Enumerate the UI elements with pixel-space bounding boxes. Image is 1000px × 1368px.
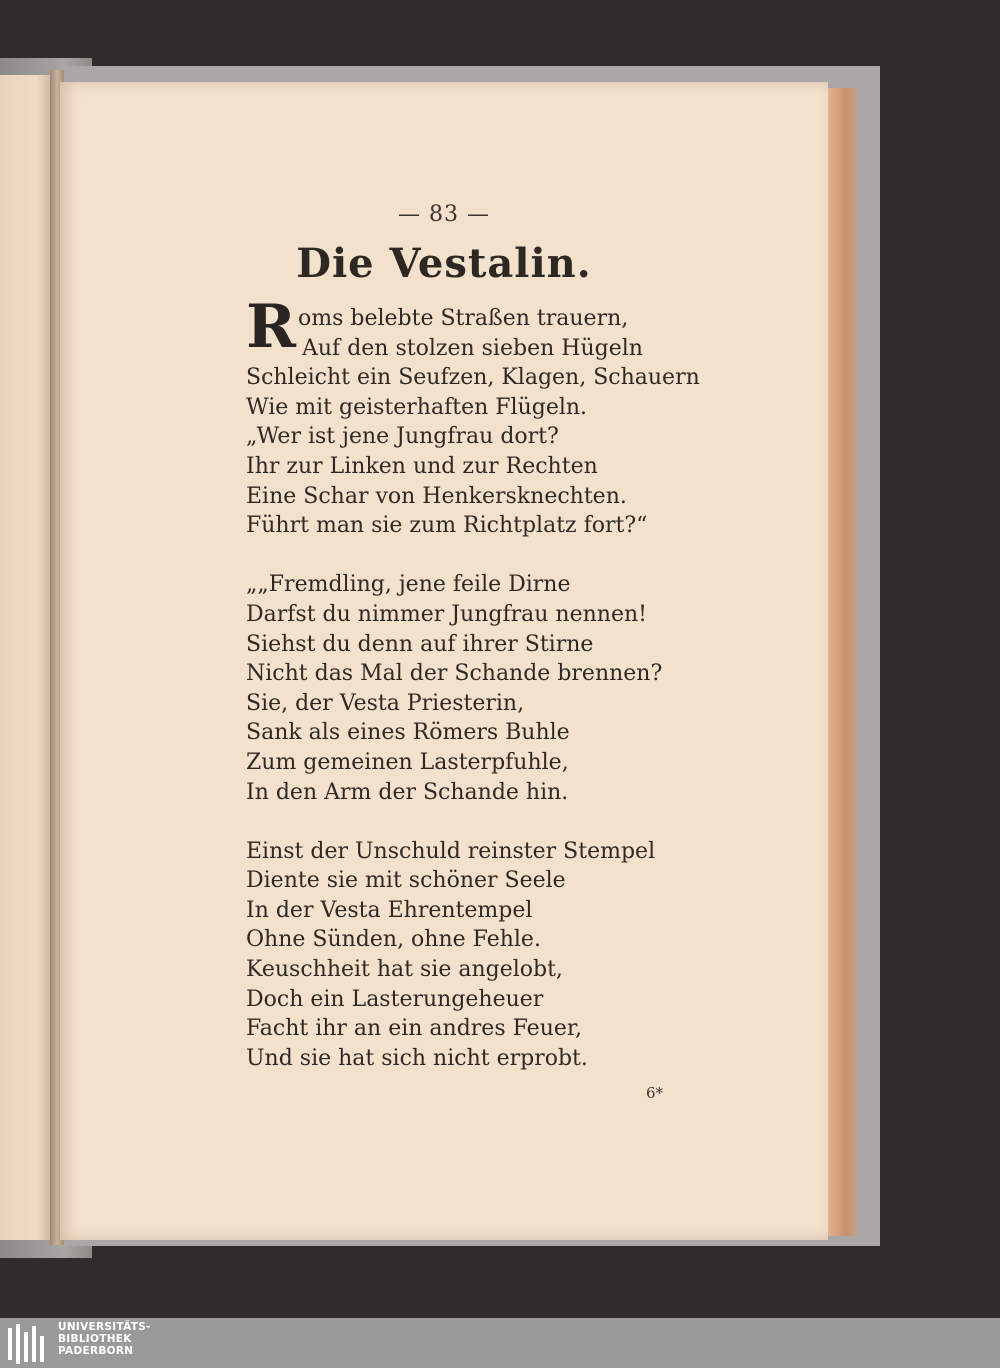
left-page — [0, 75, 52, 1240]
poem-line: Darfst du nimmer Jungfrau nennen! — [246, 601, 647, 627]
poem-line: Sank als eines Römers Buhle — [246, 720, 570, 746]
poem-line: Zum gemeinen Lasterpfuhle, — [246, 749, 569, 775]
poem-line: R oms belebte Straßen trauern, — [246, 292, 629, 362]
poem-line: Sie, der Vesta Priesterin, — [246, 690, 525, 716]
poem-line: Facht ihr an ein andres Feuer, — [246, 1016, 582, 1042]
poem-line: Keuschheit hat sie angelobt, — [246, 957, 563, 983]
stanza-3 — [246, 837, 806, 1074]
poem-line: Schleicht ein Seufzen, Klagen, Schauern — [246, 365, 700, 391]
poem-line: In der Vesta Ehrentempel — [246, 897, 533, 923]
signature-mark: 6* — [646, 1084, 664, 1102]
page-number: — 83 — — [398, 202, 490, 227]
poem-line: Führt man sie zum Richtplatz fort?“ — [246, 513, 648, 539]
stanza-1 — [246, 292, 806, 541]
book-page — [60, 82, 828, 1240]
poem-line: In den Arm der Schande hin. — [246, 779, 569, 805]
poem-line: „Wer ist jene Jungfrau dort? — [246, 424, 559, 450]
poem-line: Ohne Sünden, ohne Fehle. — [246, 927, 541, 953]
poem-line: Diente sie mit schöner Seele — [246, 868, 566, 894]
footer-bar — [0, 1318, 1000, 1368]
poem-line: Ihr zur Linken und zur Rechten — [246, 453, 598, 479]
poem-line: Eine Schar von Henkersknechten. — [246, 483, 627, 509]
poem-line: Und sie hat sich nicht erprobt. — [246, 1045, 588, 1071]
library-logo-icon — [8, 1324, 50, 1364]
drop-cap: R — [246, 292, 296, 362]
poem-line: Siehst du denn auf ihrer Stirne — [246, 631, 594, 657]
poem-line: Wie mit geisterhaften Flügeln. — [246, 394, 588, 420]
poem-line: Doch ein Lasterungeheuer — [246, 986, 544, 1012]
institution-name: UNIVERSITÄTS- BIBLIOTHEK PADERBORN — [58, 1321, 151, 1357]
poem-line: Nicht das Mal der Schande brennen? — [246, 661, 663, 687]
poem-line: Einst der Unschuld reinster Stempel — [246, 838, 656, 864]
poem-body — [246, 292, 806, 1103]
poem-title: Die Vestalin. — [296, 240, 592, 287]
poem-line: „„Fremdling, jene feile Dirne — [246, 572, 571, 598]
stanza-2 — [246, 570, 806, 807]
poem-line: Auf den stolzen sieben Hügeln — [302, 335, 643, 361]
